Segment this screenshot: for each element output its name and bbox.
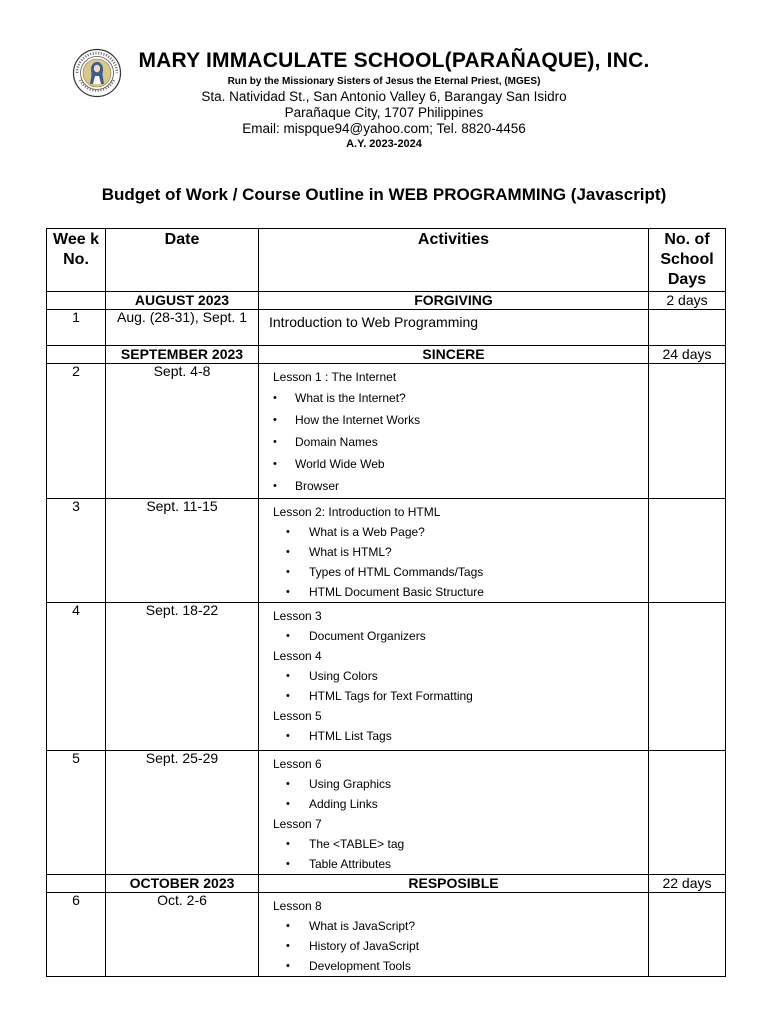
lesson-title: Lesson 5 [273, 709, 322, 723]
header-activities: Activities [259, 229, 649, 292]
month-value: RESPOSIBLE [259, 875, 649, 893]
month-row-september [47, 346, 726, 364]
lesson-title: Lesson 8 [273, 899, 322, 913]
month-label: AUGUST 2023 [106, 292, 259, 310]
table-row-week-4 [47, 603, 726, 751]
list-item: • HTML Tags for Text Formatting [273, 686, 648, 706]
lesson-title: Lesson 7 [273, 817, 322, 831]
month-row-august [47, 292, 726, 310]
lesson-title: Lesson 6 [273, 757, 322, 771]
month-value: SINCERE [259, 346, 649, 364]
lesson-title: Lesson 2: Introduction to HTML [273, 505, 441, 519]
month-days: 2 days [649, 292, 726, 310]
school-name: MARY IMMACULATE SCHOOL(PARAÑAQUE), INC. [138, 49, 650, 72]
lesson-title: Lesson 4 [273, 649, 322, 663]
list-item: • What is JavaScript? [273, 916, 648, 936]
list-item: • What is HTML? [273, 542, 648, 562]
list-item: • HTML Document Basic Structure [273, 582, 648, 602]
table-row-week-1 [47, 310, 726, 346]
header-school-days: No. of School Days [649, 229, 726, 292]
week-number: 5 [47, 751, 106, 875]
address-line-2: Parañaque City, 1707 Philippines [284, 105, 484, 120]
week-date: Aug. (28-31), Sept. 1 [106, 310, 259, 346]
address-line-1: Sta. Natividad St., San Antonio Valley 6, Barangay San Isidro [201, 89, 567, 104]
document-header [0, 48, 768, 151]
month-label: OCTOBER 2023 [106, 875, 259, 893]
lesson-title: Lesson 3 [273, 609, 322, 623]
list-item: • Document Organizers [273, 626, 648, 646]
week-activities [259, 499, 649, 603]
run-by-line: Run by the Missionary Sisters of Jesus the Eternal Priest, (MGES) [227, 76, 541, 87]
list-item: • Browser [273, 475, 648, 497]
week-activities [259, 603, 649, 751]
week-number: 6 [47, 893, 106, 977]
week-date: Sept. 25-29 [106, 751, 259, 875]
list-item: • History of JavaScript [273, 936, 648, 956]
list-item: • World Wide Web [273, 453, 648, 475]
week-activity: Introduction to Web Programming [259, 310, 649, 346]
table-row-week-2 [47, 364, 726, 499]
month-days: 24 days [649, 346, 726, 364]
week-date: Sept. 11-15 [106, 499, 259, 603]
list-item: • What is the Internet? [273, 387, 648, 409]
week-date: Oct. 2-6 [106, 893, 259, 977]
list-item: • HTML List Tags [273, 726, 648, 746]
lesson-title: Lesson 1 : The Internet [273, 370, 397, 384]
week-date: Sept. 4-8 [106, 364, 259, 499]
document-title: Budget of Work / Course Outline in WEB PROGRAMMING (Javascript) [101, 185, 667, 204]
week-number: 3 [47, 499, 106, 603]
week-number: 2 [47, 364, 106, 499]
header-date: Date [106, 229, 259, 292]
week-activities [259, 751, 649, 875]
table-row-week-5 [47, 751, 726, 875]
list-item: • Using Colors [273, 666, 648, 686]
list-item: • Domain Names [273, 431, 648, 453]
week-number: 1 [47, 310, 106, 346]
month-label: SEPTEMBER 2023 [106, 346, 259, 364]
table-header-row [47, 229, 726, 292]
course-outline-table [46, 228, 726, 977]
week-activities [259, 893, 649, 977]
list-item: • What is a Web Page? [273, 522, 648, 542]
list-item: • How the Internet Works [273, 409, 648, 431]
list-item: • Table Attributes [273, 854, 648, 874]
table-row-week-6 [47, 893, 726, 977]
header-week: Wee k No. [47, 229, 106, 292]
month-row-october [47, 875, 726, 893]
contact-line: Email: mispque94@yahoo.com; Tel. 8820-4456 [242, 121, 526, 136]
list-item: • Development Tools [273, 956, 648, 976]
week-number: 4 [47, 603, 106, 751]
academic-year: A.Y. 2023-2024 [346, 138, 422, 150]
week-date: Sept. 18-22 [106, 603, 259, 751]
month-value: FORGIVING [259, 292, 649, 310]
list-item: • Using Graphics [273, 774, 648, 794]
list-item: • The <TABLE> tag [273, 834, 648, 854]
week-activities [259, 364, 649, 499]
month-days: 22 days [649, 875, 726, 893]
table-row-week-3 [47, 499, 726, 603]
list-item: • Adding Links [273, 794, 648, 814]
list-item: • Types of HTML Commands/Tags [273, 562, 648, 582]
